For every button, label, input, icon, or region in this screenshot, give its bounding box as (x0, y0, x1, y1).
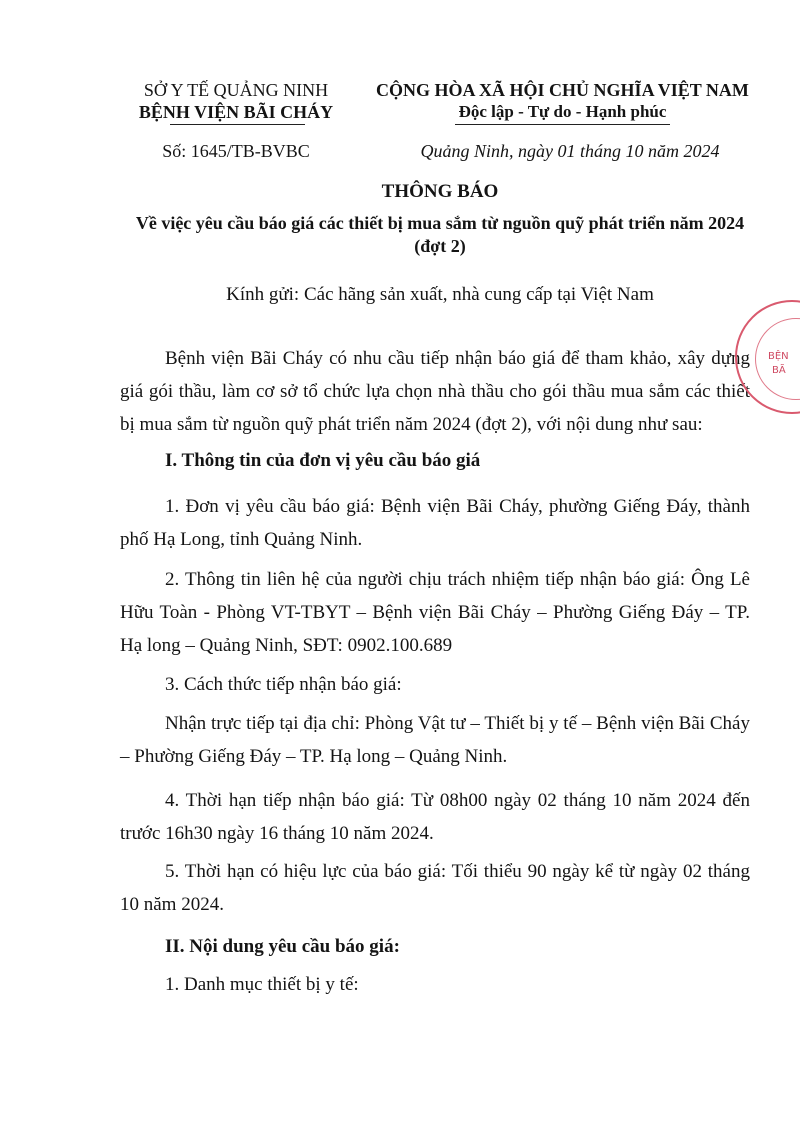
intro-paragraph: Bệnh viện Bãi Cháy có nhu cầu tiếp nhận báo giá để tham khảo, xây dựng giá gói thầu, làm cơ sở tổ chức lựa chọn nhà thầu cho gói thầu mua sắm các thiết bị mua sắm từ nguồn quỹ phát triển năm 2024 (đợt 2), với nội dung như sau: (120, 348, 750, 435)
section-1-item-5: 5. Thời hạn có hiệu lực của báo giá: Tối thiểu 90 ngày kể từ ngày 02 tháng 10 năm 2024. (120, 861, 750, 915)
section-1-item-4: 4. Thời hạn tiếp nhận báo giá: Từ 08h00 ngày 02 tháng 10 năm 2024 đến trước 16h30 ngày 16 tháng 10 năm 2024. (120, 790, 750, 844)
document-number: Số: 1645/TB-BVBC (162, 141, 310, 161)
parent-organization: SỞ Y TẾ QUẢNG NINH (143, 80, 329, 100)
section-2-item-1: 1. Danh mục thiết bị y tế: (165, 974, 359, 995)
recipient-line: Kính gửi: Các hãng sản xuất, nhà cung cấp tại Việt Nam (226, 284, 654, 305)
national-title: CỘNG HÒA XÃ HỘI CHỦ NGHĨA VIỆT NAM (376, 80, 749, 100)
section-1-item-3-detail: Nhận trực tiếp tại địa chỉ: Phòng Vật tư – Thiết bị y tế – Bệnh viện Bãi Cháy – Phường Giếng Đáy – TP. Hạ long – Quảng Ninh. (120, 713, 750, 767)
notice-title: THÔNG BÁO (381, 181, 499, 202)
section-2-heading: II. Nội dung yêu cầu báo giá: (165, 936, 400, 957)
notice-subject-line-1: Về việc yêu cầu báo giá các thiết bị mua sắm từ nguồn quỹ phát triển năm 2024 (135, 213, 745, 233)
notice-subject-line-2: (đợt 2) (414, 236, 466, 256)
section-1-item-2: 2. Thông tin liên hệ của người chịu trách nhiệm tiếp nhận báo giá: Ông Lê Hữu Toàn - Phòng VT-TBYT – Bệnh viện Bãi Cháy – Phường Giếng Đáy – TP. Hạ long – Quảng Ninh, SĐT: 0902.100.689 (120, 569, 750, 656)
motto-underline (455, 124, 670, 125)
organization-name: BỆNH VIỆN BÃI CHÁY (138, 102, 334, 122)
place-and-date: Quảng Ninh, ngày 01 tháng 10 năm 2024 (420, 141, 720, 161)
national-motto: Độc lập - Tự do - Hạnh phúc (458, 102, 667, 121)
section-1-item-1: 1. Đơn vị yêu cầu báo giá: Bệnh viện Bãi Cháy, phường Giếng Đáy, thành phố Hạ Long, tỉnh Quảng Ninh. (120, 496, 750, 550)
org-name-underline (170, 124, 305, 125)
section-1-heading: I. Thông tin của đơn vị yêu cầu báo giá (165, 450, 481, 471)
section-1-item-3: 3. Cách thức tiếp nhận báo giá: (165, 674, 402, 695)
stamp-text: BỆN BÃ (768, 351, 789, 376)
